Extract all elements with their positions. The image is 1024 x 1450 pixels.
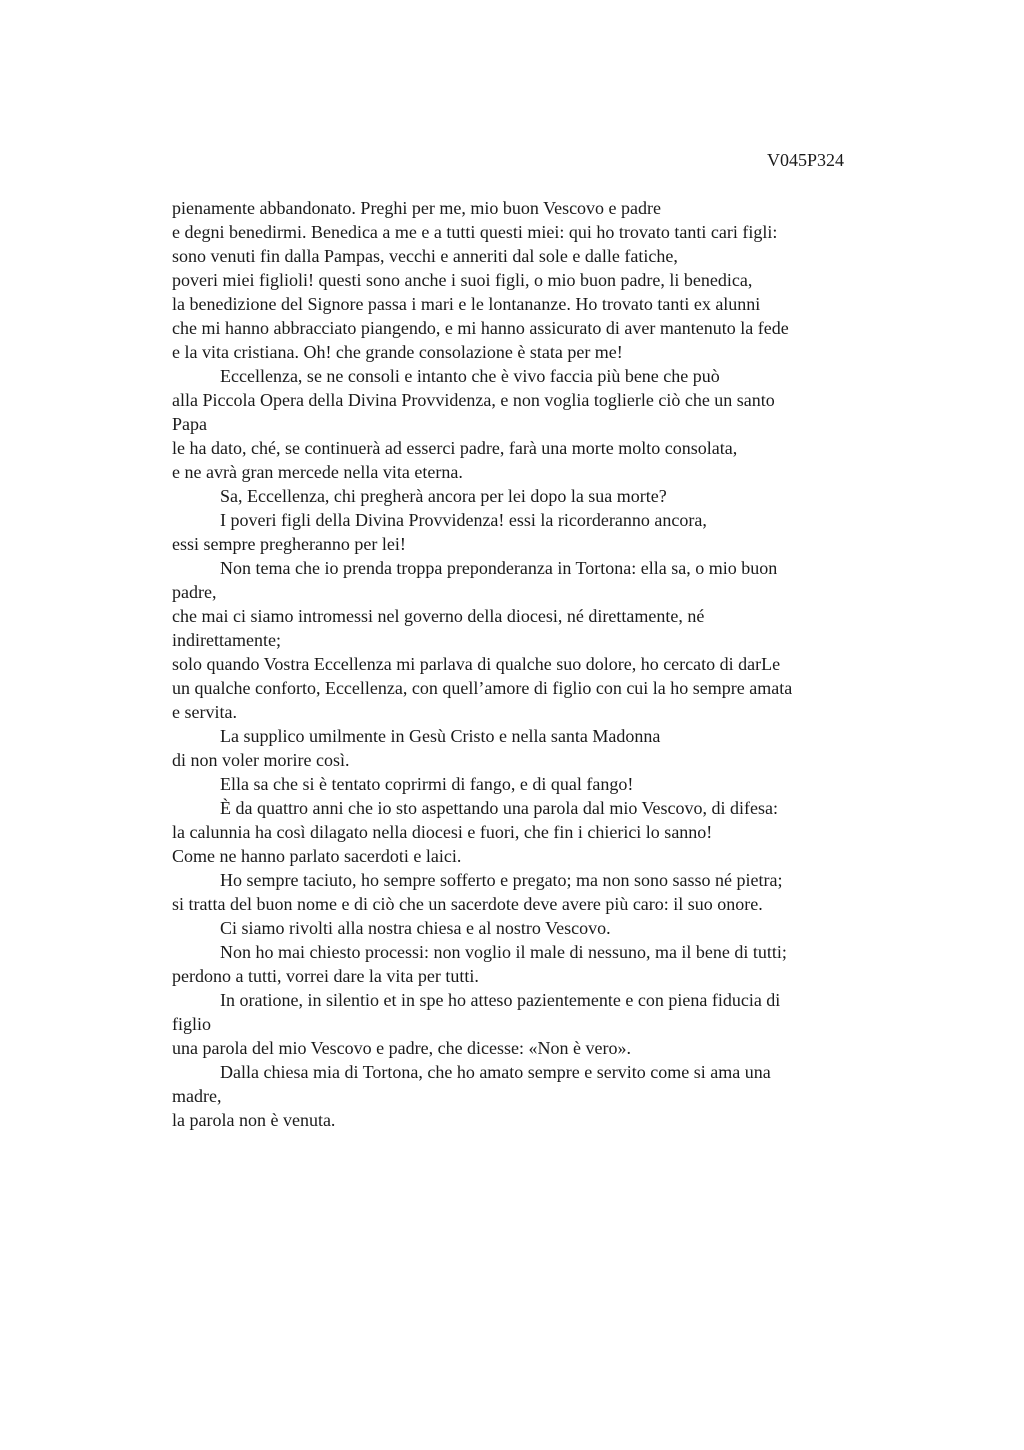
text-line: e servita. [172,702,237,722]
paragraph-first-line: Eccellenza, se ne consoli e intanto che è vivo faccia più bene che può [220,366,720,386]
paragraph-first-line: Non tema che io prenda troppa preponderanza in Tortona: ella sa, o mio buon [220,558,778,578]
paragraph-first-line: Sa, Eccellenza, chi pregherà ancora per lei dopo la sua morte? [220,486,667,506]
text-line: le ha dato, ché, se continuerà ad esserci padre, farà una morte molto consolata, [172,438,738,458]
text-line: e ne avrà gran mercede nella vita eterna. [172,462,463,482]
text-line: padre, [172,582,217,602]
text-line: la calunnia ha così dilagato nella diocesi e fuori, che fin i chierici lo sanno! [172,822,713,842]
paragraph-first-line: I poveri figli della Divina Provvidenza! essi la ricorderanno ancora, [220,510,707,530]
text-line: un qualche conforto, Eccellenza, con quell’amore di figlio con cui la ho sempre amata [172,678,793,698]
paragraph-first-line: Dalla chiesa mia di Tortona, che ho amato sempre e servito come si ama una [220,1062,771,1082]
text-line: la benedizione del Signore passa i mari e le lontananze. Ho trovato tanti ex alunni [172,294,761,314]
paragraph-first-line: È da quattro anni che io sto aspettando una parola dal mio Vescovo, di difesa: [220,798,779,818]
text-line: madre, [172,1086,222,1106]
text-line: sono venuti fin dalla Pampas, vecchi e anneriti dal sole e dalle fatiche, [172,246,678,266]
text-line: pienamente abbandonato. Preghi per me, mio buon Vescovo e padre [172,198,662,218]
text-line: di non voler morire così. [172,750,350,770]
paragraph-first-line: Ella sa che si è tentato coprirmi di fango, e di qual fango! [220,774,634,794]
paragraph-first-line: La supplico umilmente in Gesù Cristo e nella santa Madonna [220,726,661,746]
text-line: e degni benedirmi. Benedica a me e a tutti questi miei: qui ho trovato tanti cari figli: [172,222,778,242]
text-line: indirettamente; [172,630,281,650]
text-line: si tratta del buon nome e di ciò che un sacerdote deve avere più caro: il suo onore. [172,894,763,914]
paragraph-first-line: Ci siamo rivolti alla nostra chiesa e al nostro Vescovo. [220,918,611,938]
text-line: Papa [172,414,207,434]
paragraph-first-line: Non ho mai chiesto processi: non voglio il male di nessuno, ma il bene di tutti; [220,942,787,962]
text-line: la parola non è venuta. [172,1110,336,1130]
text-line: alla Piccola Opera della Divina Provvidenza, e non voglia toglierle ciò che un santo [172,390,775,410]
text-line: poveri miei figlioli! questi sono anche i suoi figli, o mio buon padre, li benedica, [172,270,753,290]
text-line: essi sempre pregheranno per lei! [172,534,406,554]
text-line: figlio [172,1014,211,1034]
text-line: che mai ci siamo intromessi nel governo della diocesi, né direttamente, né [172,606,705,626]
paragraph-first-line: In oratione, in silentio et in spe ho atteso pazientemente e con piena fiducia di [220,990,781,1010]
page-code: V045P324 [766,150,844,170]
text-line: solo quando Vostra Eccellenza mi parlava di qualche suo dolore, ho cercato di darLe [172,654,781,674]
letter-body [172,196,892,1132]
text-line: e la vita cristiana. Oh! che grande consolazione è stata per me! [172,342,623,362]
paragraph-first-line: Ho sempre taciuto, ho sempre sofferto e pregato; ma non sono sasso né pietra; [220,870,783,890]
text-line: perdono a tutti, vorrei dare la vita per tutti. [172,966,479,986]
text-line: Come ne hanno parlato sacerdoti e laici. [172,846,462,866]
text-line: una parola del mio Vescovo e padre, che dicesse: «Non è vero». [172,1038,632,1058]
text-line: che mi hanno abbracciato piangendo, e mi hanno assicurato di aver mantenuto la fede [172,318,789,338]
